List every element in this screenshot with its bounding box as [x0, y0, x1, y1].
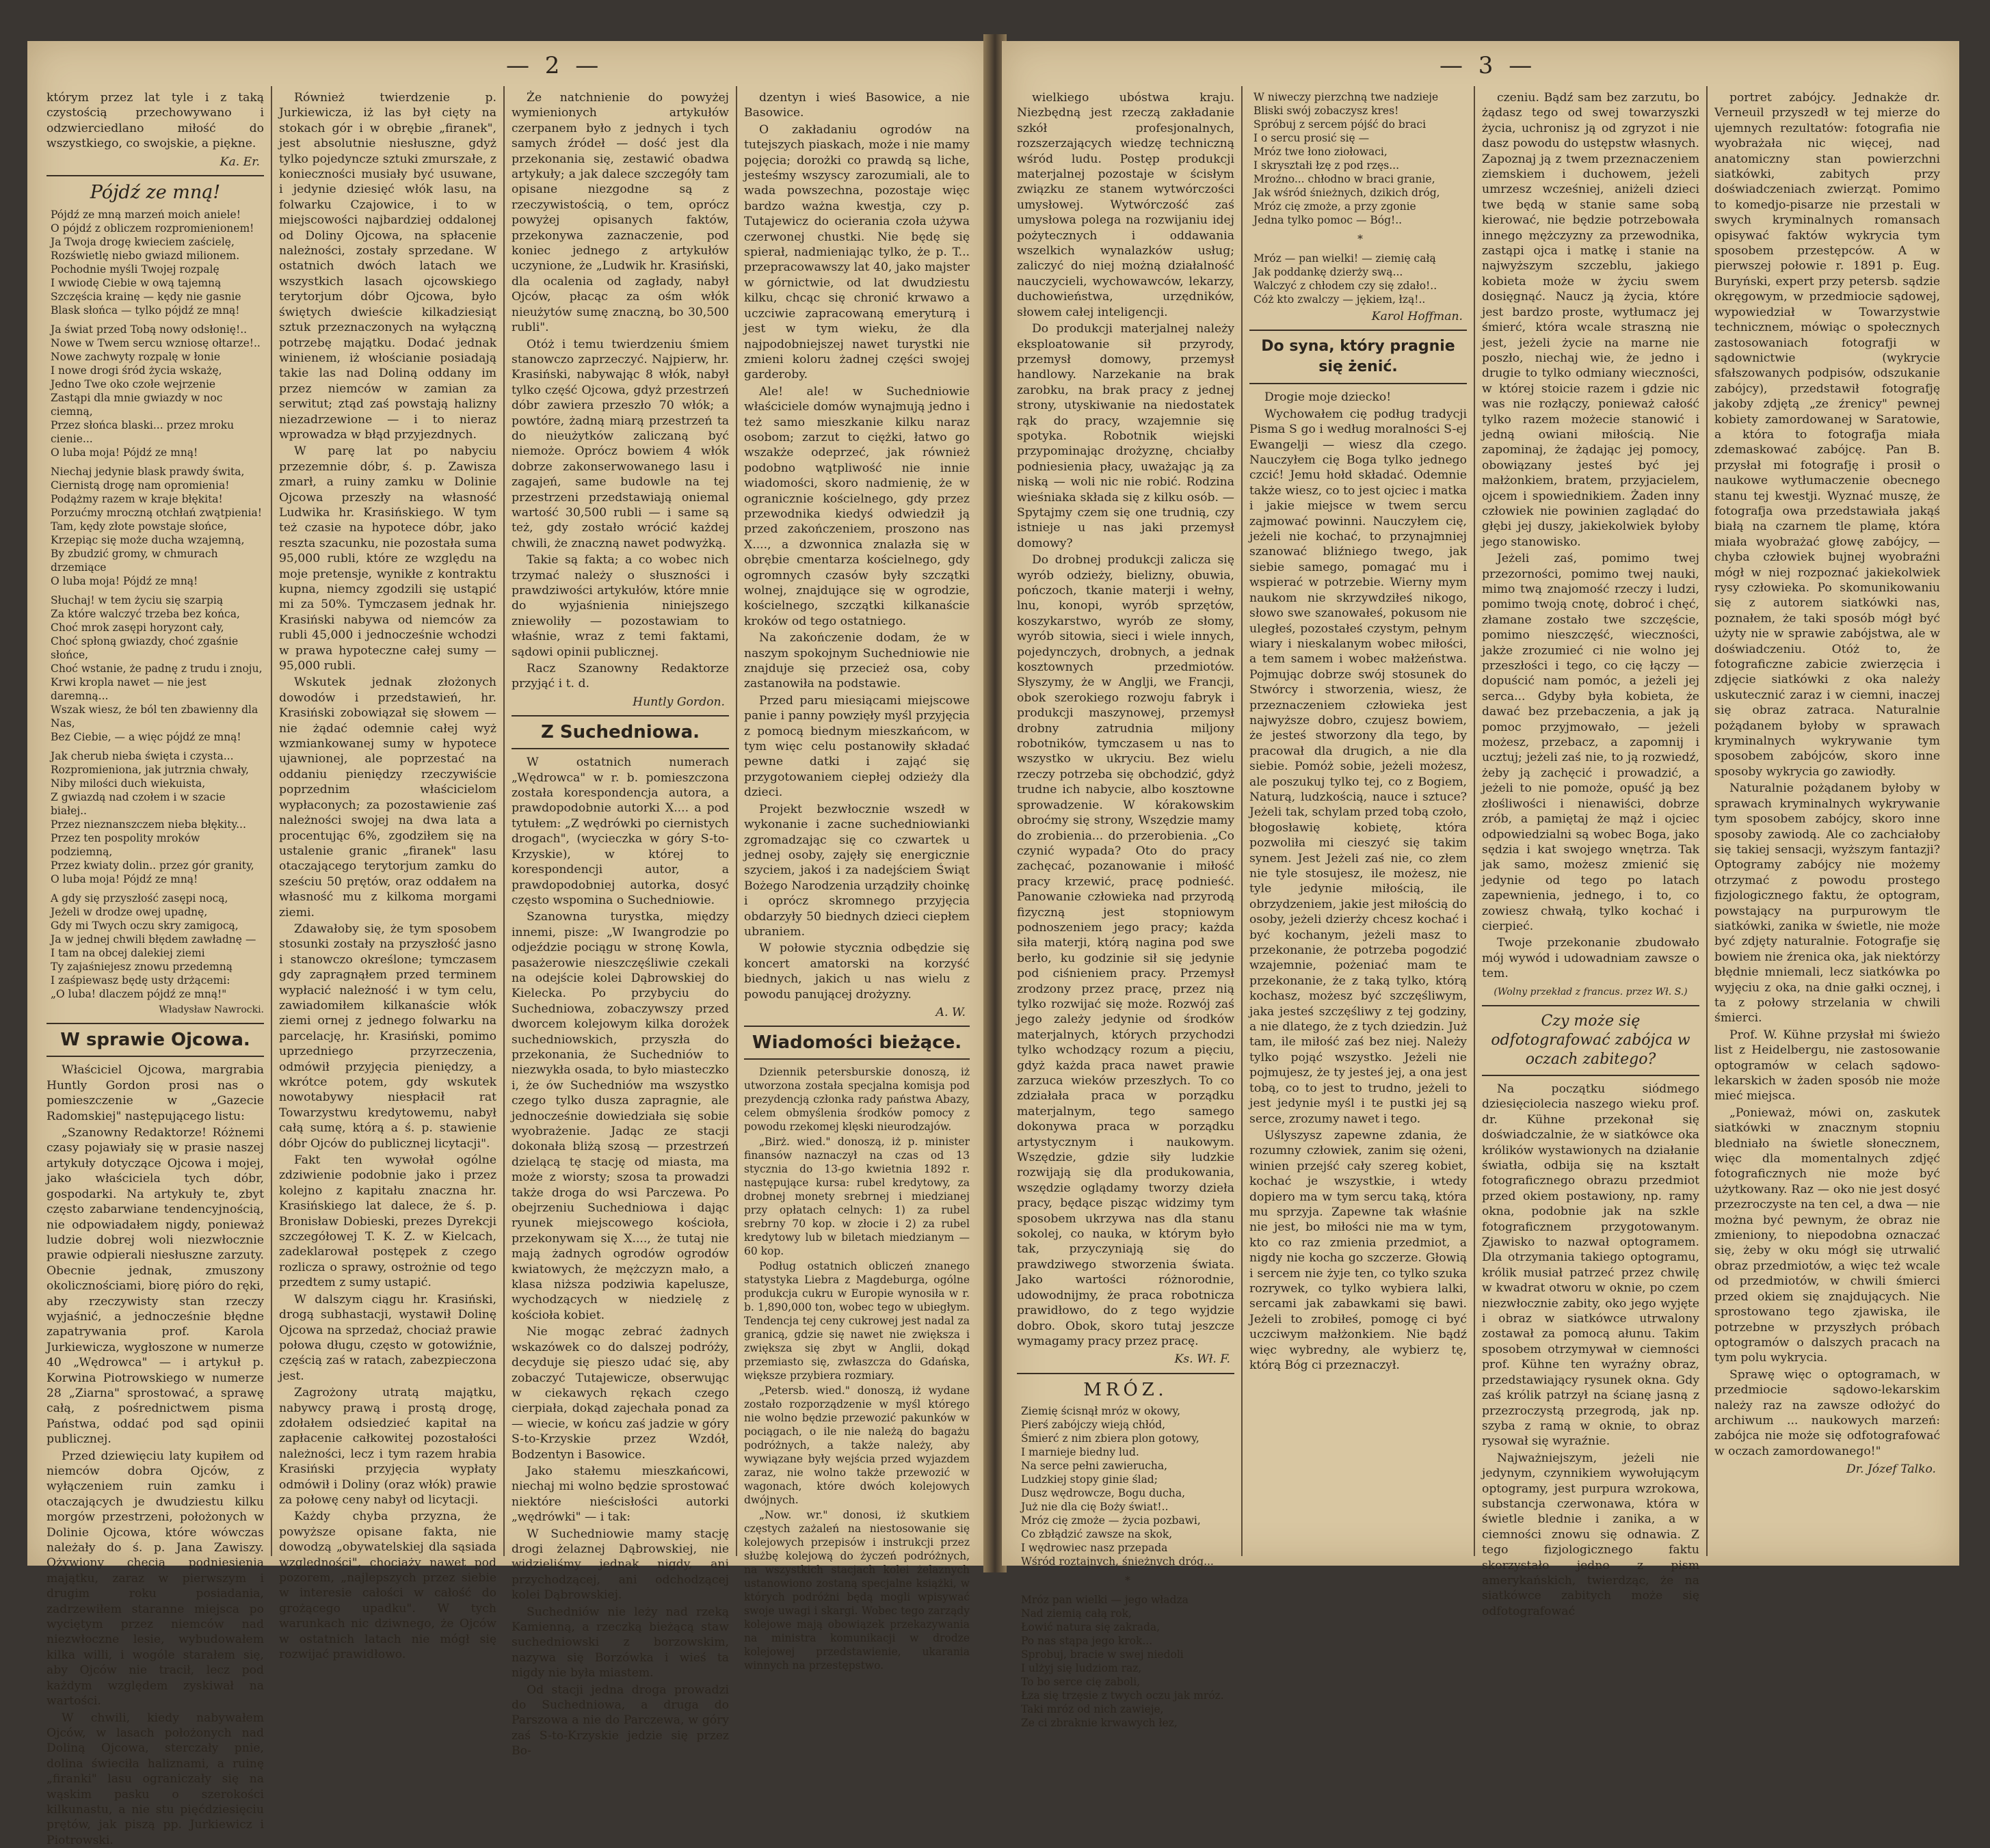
poem-line: I wwiodę Ciebie w ową tajemną [51, 276, 264, 290]
poem-line [1021, 1588, 1234, 1593]
paragraph: Otóż i temu twierdzeniu śmiem stanowczo zaprzeczyć. Najpierw, hr. Krasiński, nabywając 8 włók, nabył tylko część Ojcowa, gdyż przestrzeń dóbr zawiera przeszło 70 włók; a powtóre, żadną miarą przestrzeń ta do nieużytków zaliczaną być niemoże. Oprócz bowiem 4 włók dobrze zakonserwowanego lasu i zagajeń, same budowle na tej przestrzeni przedstawiają oniemal wartość 30,500 rubli — i same są też, gdy zostało wrócić każdej chwili, że znaczną nawet podwyżką. [512, 337, 729, 552]
paragraph: Zdawałoby się, że tym sposobem stosunki zostały na przyszłość jasno i stanowczo określone; tymczasem gdy zapragnąłem przed terminem wypłacić należność i w tym celu, zawiadomiłem kilkanaście włók ziemi ornej z jednego folwarku na parcelację, hr. Krasiński, pomimo uprzedniego przyrzeczenia, odmówił przyjęcia pieniędzy, a wkrótce potem, gdy wskutek nowotabywy niespłacił rat Towarzystwu kredytowemu, nabył całą sumę, którą a ś. p. stawienie dóbr Ojców do publicznej licytacji". [279, 922, 496, 1151]
left-page [27, 41, 988, 1566]
divider [512, 748, 729, 749]
right-column-2 [1249, 90, 1467, 1560]
paragraph: O zakładaniu ogrodów na tutejszych piaskach, może i nie mamy pojęcia; dorożki co prawdą są liche, jesteśmy wszyscy zarozumiali, ale to wada powszechna, pozostaje więc bardzo ważna kwestja, czy p. Tutajewicz do ocierania czoła używa czerwonej chustki. Nie będę się spierał, nadmieniając tylko, że p. T... przepracowawszy lat 40, jako majster w górnictwie, od lat dwudziestu kilku, chcąc się chronić krwawo a uczciwie zapracowaną emeryturą i jest w tym wieku, że dla najpodobniejszej nawet turystki nie zmieni koloru żadnej części swojej garderoby. [744, 122, 970, 383]
paragraph: Racz Szanowny Redaktorze przyjąć i t. d. [512, 661, 729, 692]
poem-line: Jedna tylko pomoc — Bóg!.. [1253, 213, 1467, 227]
paragraph: Uślyszysz zapewne zdania, że rozumny człowiek, zanim się ożeni, winien przejść cały szereg kobiet, kochać je wszystkie, i wtedy dopiero ma w tym sercu taką, która mu sprzyja. Zapewne tak właśnie nie jest, bo miłości nie ma w tym, kto co raz zmienia przedmiot, a nigdy nie kocha go szczerze. Głowią i sercem nie żyje ten, co tylko szuka rozrywek, co tylko wybiera lalki, sercami jak zabawkami się bawi. Jeżeli to zrobiłeś, pomogę ci być uczciwym małżonkiem. Nie bądź więc wybredny, ale wybierz tę, którą Bóg ci przeznaczył. [1249, 1128, 1467, 1374]
letter-signature: Huntly Gordon. [512, 695, 725, 710]
paragraph: Takie są fakta; a co wobec nich trzymać należy o słuszności i prawdziwości artykułów, które mnie do wyjaśnienia niniejszego zniewoliły — pozostawiam to właśnie, wraz z temi faktami, sądowi opinii publicznej. [512, 552, 729, 660]
letter-to-son-continued [1482, 90, 1699, 982]
column-rule [503, 86, 505, 1556]
paragraph: Szanowna turystka, między innemi, pisze: „W Iwangrodzie po odjeździe pociągu w stronę Kowla, pasażerowie nieszczęśliwie czekali na odejście kolei Dąbrowskiej do Kielecka. Po przybyciu do Suchedniowa, zobaczywszy przed dworcem kolejowym kilka dorożek suchedniowskich, przyszła do przekonania, że Suchedniów to niezwykła osada, to było miasteczko i, że ów Suchedniów ma wszystko czego tylko dusza zapragnie, ale jednocześnie dowiedziała się sobie wyobrażenie. Jadąc ze stacji dokonała bliżą szosą — przestrzeń dzielącą tę stację od miasta, ma może z wiorsty; szosa ta prowadzi także droga do wsi Parczewa. Po obejrzeniu Suchedniowa i dając ryunek miejscowego kościoła, przekonywam się X...., że tutaj nie mają żadnych ogrodów ogrodów kwiatowych, że mężczyzn mało, a klasa niższa podziwia kapelusze, wychodzących w niedzielę z kościoła kobiet. [512, 909, 729, 1323]
paragraph: Że natchnienie do powyżej wymienionych artykułów czerpanem było z jednych i tych samych źródeł — dość jest dla przekonania się, zestawić obadwa artykuły; a jak dalece szczegóły tam opisane niezgodne są z rzeczywistością, o tem, oprócz powyżej opisanych faktów, przekonywa zaznaczenie, pod koniec jednego z artykułów uczynione, że „Ludwik hr. Krasiński, dla ocalenia od zagłady, nabył Ojców, płacąc za ośm włók nieużytów sumę znaczną, bo 30,500 rubli". [512, 90, 729, 336]
poem-line: I marnieje biedny lud. [1021, 1445, 1234, 1459]
right-column-4 [1714, 90, 1940, 1560]
paragraph: W chwili, kiedy nabywałem Ojców, w lasach położonych nad Doliną Ojcowa, sterczały pnie, dolina świeciła haliznami, a ruinę „firanki" lasu ograniczały się na wąskim pasku o szerokości kilkunastu, a nie stu pięćdziesięciu prętów, jak piszą pp. Jurkiewicz i Piotrowski. [47, 1711, 264, 1848]
paragraph: Wychowałem cię podług tradycji Pisma S go i według moralności S-ej Ewangelji — wiesz dla czego. Nauczyłem cię Boga tylko jednego czcić! Jemu hołd składać. Odemnie także wiesz, co to jest ojciec i matka i jakie miejsce w twem sercu zajmować powinni. Nauczyłem cię, jeżeli nie kochać, to przynajmniej szanować bliźniego twego, jak siebie samego, pomagać mu i wspierać w potrzebie. Wierny mym naukom nie skrzywdziłeś nikogo, słowo swe szanowałeś, pokusom nie uległeś, pozostałeś czystym, pełnym wiary i nieskalanym wobec miłości, a tem samem i wobec małżeństwa. Pojmując dobrze swój stosunek do Stwórcy i stworzenia, wiesz, że przeznaczeniem człowieka jest najwyższe dobro, czujesz bowiem, że jesteś stworzony dla tego, by pracował dla drugich, a nie dla siebie. Pomóż sobie, jeżeli możesz, ale poszukuj tylko tej, co z Bogiem, Naturą, ludzkością, nauce i sztuce? Jeżeli tak, schylam przed tobą czoło, błogosławię kobietę, która pozwoliła mi cieszyć się takim synem. Jest Jeżeli zaś nie, co złem nie tyle stosujesz, ile możesz, nie tyle jedynie miłością, ile obrzydzeniem, jakie jest miłością do osoby, jeżeli dzierży chcesz kochać i być kochanym, jeżeli masz to przekonanie, że potrzeba pogodzić wzajemnie, pożeniać mam te przekonanie, że z taką tylko, którą kochasz, możesz być szczęśliwym, jaka jesteś szczęśliwy z tej godziny, a nie dlatego, że z tych dziedzin. Już tam, ile miłość zaś bez niej. Należy tylko pojąć wszystko. Jeżeli nie pojmujesz, że ty jesteś jej, a ona jest tobą, co to jest to trudno, jeżeli to jest jedynie myśl i te pustki jej są serce, zrozumy nawet i tego. [1249, 407, 1467, 1127]
poem-line: Rozświetlę niebo gwiazd milionem. [51, 249, 264, 263]
poem-line: Porzućmy mroczną otchłań zwątpienia! [51, 506, 264, 520]
poem-line: * [1253, 232, 1467, 246]
paragraph: W parę lat po nabyciu przezemnie dóbr, ś. p. Zawisza zmarł, a ruiny zamku w Dolinie Ojcowa przeszły na własność Ludwika hr. Krasińskiego. W tym też czasie na hypotece dóbr, jako reszta szacunku, nie pozostała suma 95,000 rubli, które ze względu na moje pretensje, wynikłe z kontraktu kupna, niemcy zgodzili się ustąpić mi za 50%. Tymczasem jednak hr. Krasiński nabywa od niemców za rubli 45,000 i jednocześnie wchodzi w prawa hypoteczne całej sumy — 95,000 rubli. [279, 444, 496, 673]
poem-title: Pójdź ze mną! [47, 182, 264, 204]
poem-line: Pochodnie myśli Twojej rozpalę [51, 263, 264, 276]
divider [1482, 1005, 1699, 1006]
poem-line: Ziemię ścisnął mróz w okowy, [1021, 1404, 1234, 1418]
poem-line: Ja świat przed Tobą nowy odsłonię!.. [51, 323, 264, 336]
divider [744, 1058, 970, 1060]
poem-line: Podążmy razem w kraje błękita! [51, 492, 264, 506]
paragraph: Naturalnie pożądanem byłoby w sprawach kryminalnych wykrywanie tym sposobem zabójcy, skoro inne sposoby zawiodą. Ale co zachciałoby się takiej sensacji, wyższym fantazji? Optogramy zabójcy nie możemy otrzymać z powodu prostego fizjologicznego faktu, że optogram, powstający na purpurowym tle siatkówki, zanika w świetle, nie może być zdjęty naturalnie. Fotografje się bowiem nie źrenica oka, jak niektórzy błędnie mniemali, lecz siatkówka po wyjęciu z oka, na dnie gałki ocznej, i ta z połowy strzelania w chwili śmierci. [1714, 781, 1940, 1026]
poem-line: Choć mrok zasępi horyzont cały, [51, 621, 264, 634]
poem-line: Śmierć z nim zbiera plon gotowy, [1021, 1432, 1234, 1445]
poem-line: Wszak wiesz, że ból ten zbawienny dla Nas, [51, 703, 264, 730]
poem-line: Ja w jednej chwili błędem zawładnę — [51, 933, 264, 946]
poem-line: A gdy się przyszłość zasępi nocą, [51, 892, 264, 905]
poem-line: Jak wśród śnieżnych, dzikich dróg, [1253, 186, 1467, 200]
divider [1249, 330, 1467, 331]
ojcow-letter-end [512, 90, 729, 692]
section-heading-optogram: Czy może się odfotografować zabójca w oczach zabitego? [1482, 1012, 1699, 1069]
paragraph: Podług ostatnich obliczeń znanego statystyka Liebra z Magdeburga, ogólne produkcja cukru w Europie wynosiła w r. b. 1,890,000 ton, wobec tego w ubiegłym. Tendencja tej ceny cukrowej jest nadal za granicą, gdzie się nawet nie zwiększa i zwiększa się zbyt w Anglii, dokąd przemiasto się, zwłaszcza do Gdańska, większe przybiera rozmiary. [744, 1259, 970, 1382]
divider [47, 1056, 264, 1057]
poem-line: Nowe w Twem sercu wzniosę ołtarze!.. [51, 336, 264, 350]
poem-line: Jak poddankę dzierży swą... [1253, 265, 1467, 279]
paragraph: Na początku siódmego dziesięciolecia naszego wieku prof. dr. Kühne przekonał się doświadczalnie, że w siatkówce oka królików wystawionych na działanie światła, odbija się na kształt fotograficznego obrazu przedmiot przed okiem postawiony, np. ramy okna, podobnie jak na szkle fotograficznem przygotowanym. Zjawisko to nazwał optogramem. Dla otrzymania takiego optogramu, królik musiał patrzeć przez chwilę w kwadrat otworu w oknie, po czem niezwłocznie zabity, oko jego wyjęte i obraz w siatkówce utrwalony zostawał za pomocą ałunu. Takim sposobem otrzymywał w ciemności prof. Kühne ten wyraźny obraz, przedstawiający rysunek okna. Gdy zaś królik patrzył na ścianę jasną z przezroczystą przegrodą, jak np. szyba z ramą w oknie, to obraz rysował się wyraźnie. [1482, 1082, 1699, 1449]
poem-line: Blask słońca — tylko pójdź ze mną! [51, 304, 264, 317]
poem-line: Po nas stąpa jego krok... [1021, 1634, 1234, 1648]
paragraph: Sprawę więc o optogramach, w przedmiocie sądowo-lekarskim należy raz na zawsze odłożyć do archiwum ... naukowych marzeń: zabójca nie może się odfotografować w oczach zamordowanego!" [1714, 1367, 1940, 1459]
poem-line: Ja Twoja drogę kwieciem zaścielę, [51, 235, 264, 249]
poem-line: Co zbłądzić zawsze na skok, [1021, 1527, 1234, 1541]
divider [512, 715, 729, 717]
poem-line: Pierś zabójczy wieją chłód, [1021, 1418, 1234, 1432]
translation-credit: (Wolny przekład z francus. przez Wł. S.) [1482, 985, 1699, 1000]
poem-signature-hoffman: Karol Hoffman. [1249, 309, 1463, 324]
poem-line: Sprobuj, bracie w swej niedoli [1021, 1648, 1234, 1661]
paragraph: W Suchedniowie mamy stację drogi żelaznej Dąbrowskiej, nie widzieliśmy jednak nigdy, ani przychodzącej, ani odchodzącej kolei Dąbrowskiej. [512, 1527, 729, 1603]
left-column-2 [279, 90, 496, 1560]
divider [1482, 1075, 1699, 1076]
poem-line: O luba moja! Pójdź ze mną! [51, 574, 264, 588]
poem-line: I o sercu prosić się — [1253, 131, 1467, 145]
optogram-signature: Dr. Józef Talko. [1714, 1462, 1936, 1477]
intro-signature: Ka. Er. [47, 155, 260, 170]
poem-line: Już nie dla cię Boży świat!.. [1021, 1500, 1234, 1514]
poem-signature: Władysław Nawrocki. [47, 1002, 264, 1017]
poem-line: Rozpromieniona, jak jutrznia chwały, [51, 763, 264, 777]
poem-line: Za które walczyć trzeba bez końca, [51, 607, 264, 621]
intro-text: którym przez lat tyle i z taką czystością przechowywano i odzwierciedlano miłość do wszystkiego, co swojskie, a piękne. [47, 90, 264, 152]
poem-line: Niby milości duch wiekuista, [51, 777, 264, 790]
poem-line: I ulżyj się ludziom raz, [1021, 1661, 1234, 1675]
article-signature: A. W. [744, 1005, 966, 1020]
paragraph: Twoje przekonanie zbudowało mój wywód i udowadniam zawsze o tem. [1482, 935, 1699, 981]
poem-line: Bez Ciebie, — a więc pójdź ze mną! [51, 730, 264, 744]
ojcow-article [47, 1062, 264, 1848]
poem-line: Mroźno... chłodno w braci granie, [1253, 172, 1467, 186]
letter-to-son [1249, 390, 1467, 1373]
poem-line: Niechaj jedynie blask prawdy świta, [51, 465, 264, 479]
paragraph: Właściciel Ojcowa, margrabia Huntly Gordon prosi nas o pomieszczenie w „Gazecie Radomskiej" następującego listu: [47, 1062, 264, 1124]
paragraph: Każdy chyba przyzna, że powyższe opisane fakta, nie dowodzą „obywatelskiej dla sąsiada względności", chociaży nawet pod pozorem, „najlepszych przez siebie w interesie całości w całość do grożącego upadku". W tych warunkach nic dziwnego, że Ojców w ostatnich latach nie mógł się rozwijać prawidłowo. [279, 1509, 496, 1662]
poem-title-mroz: MRÓZ. [1017, 1380, 1234, 1400]
paragraph: Ale! ale! w Suchedniowie właściciele domów wynajmują jedno i też samo mieszkanie kilku naraz osobom; zarzut to ciężki, łatwo go wszakże odeprzeć, jak również podobno wątpliwość nie innie wiadomości, skoro nadmienię, że w ogranicznie kościelnego, gdy przez przewodnika kiedyś odwiedził ją przed zakończeniem, proszono nas X...., a dzwonnica znalazła się w obrębie cmentarza kościelnego, gdy ogromnych czasów były szczątki wolnej, znajdujące się w ogrodzie, kościelnego, szczątki kilkanaście kroków od tego ostatniego. [744, 384, 970, 630]
paragraph: Wskutek jednak złożonych dowodów i przedstawień, hr. Krasiński zobowiązał się słowem — nie żądać odemnie całej wyż wzmiankowanej sumy w hypotece ujawnionej, ale poprzestać na oddaniu pieniędzy rzeczywiście poprzednim właścicielom wypłaconych; za pozostawienie zaś należności swojej na dwa lata a procentując 6%, zgodziłem się na ustalenie granic „firanek" lasu otaczającego terytorjum zamku do sześciu 50 prętów, oraz oddałem na własność mu z kilkoma morgami ziemi. [279, 675, 496, 920]
paragraph: Jako stałemu mieszkańcowi, niechaj mi wolno będzie sprostować niektóre nieścisłości autorki „wędrówki" — i tak: [512, 1464, 729, 1525]
poem-line [1253, 246, 1467, 252]
poem-line: Wśród roztajnych, śnieżnych dróg... [1021, 1555, 1234, 1568]
column-rule [1474, 86, 1475, 1556]
optogram-article-continued [1714, 90, 1940, 1459]
divider [1017, 1373, 1234, 1374]
paragraph: Suchedniów nie leży nad rzeką Kamienną, a rzeczką bieżącą staw suchedniowski z borzowskim, nazywa się Borzówka i wieś ta nigdy nie była miastem. [512, 1605, 729, 1681]
poem-line: Przez ten pospolity mroków podziemną, [51, 831, 264, 859]
divider [744, 1026, 970, 1027]
paragraph: Na zakończenie dodam, że w naszym spokojnym Suchedniowie nie znajduje się przecież osa, coby zastanowiła na podstawie. [744, 630, 970, 692]
section-heading-ojcow: W sprawie Ojcowa. [47, 1030, 264, 1050]
poem-line: Bliski swój zobaczysz kres! [1253, 104, 1467, 118]
poem-line: Tam, kędy złote powstaje słońce, [51, 520, 264, 533]
poem-line: Cóż kto zwalczy — jękiem, łzą!.. [1253, 293, 1467, 306]
paragraph: Nie mogąc zebrać żadnych wskazówek co do dalszej podróży, decyduje się pieszo udać się, aby zobaczyć Tutajewicze, obserwując w ciekawych rękach czego cierpiała, dokąd zajechała ponad za — wiecie, w końcu zaś jadzie w góry S-to-Krzyskie przez Wzdół, Bodzentyn i Basowice. [512, 1324, 729, 1462]
paragraph: W ostatnich numerach „Wędrowca" w r. b. pomieszczona została korespondencja autora, a prawdopodobnie autorki X.... a pod tytułem: „Z wędrówki po ciernistych drogach", (wycieczka w góry S-to-Krzyskie), w której to korespondencji autor, a prawdopodobniej autorka, dosyć często wspomina o Suchedniowie. [512, 755, 729, 908]
poem-line: I wędrowiec nasz przepada [1021, 1541, 1234, 1555]
poem-line: Na serce pełni zawierucha, [1021, 1459, 1234, 1473]
paragraph: wielkiego ubóstwa kraju. Niezbędną jest rzeczą zakładanie szkół profesjonalnych, rozszerzających wiedzę techniczną wśród ludu. Postęp produkcji materjalnej pozostaje w ścisłym związku ze stanem wytwórczości umysłowej. Wytwórczość zaś umysłowa polega na rozwijaniu idej pożytecznych i oddawania wszelkich wynalazków usług; zaliczyć do niej możną działalność nauczycieli, wychowawców, lekarzy, duchowieństwa, urzędników, słowem całej inteligencji. [1017, 90, 1234, 320]
news-items [744, 1065, 970, 1672]
poem-line: Zastąpi dla mnie gwiazdy w noc ciemną, [51, 391, 264, 418]
paragraph: „Petersb. wied." donoszą, iż wydane zostało rozporządzenie w myśl którego nie wolno będzie przewozić pakunków w pociągach, o ile nie należą do bagażu podróżnych, a także należy, aby wywiązane były wejścia przed wyjazdem zaraz, nie wolno także przewozić w wagonach, które dwóch kolejowych dwójnych. [744, 1384, 970, 1507]
poem-line: Gdy mi Twych oczu skry zamigocą, [51, 919, 264, 933]
paragraph: Do drobnej produkcji zalicza się wyrób odzieży, bielizny, obuwia, pończoch, tkanie materji i wełny, lnu, konopi, wyrób sprzętów, koszykarstwo, wyrób ze słomy, wyrób sitowia, sieci i wiele innych, pojedynczych, drobnych, a jednak kosztownych przedmiotów. Słyszymy, że w Anglji, we Francji, obok szerokiego rozwoju fabryk i produkcji maszynowej, przemysł drobny zatrudnia miljony robotników, tymczasem u nas to wszystko w ukryciu. Bez wielu rzeczy potrzeba się obchodzić, gdyż trudne ich nabycie, albo kosztowne sprowadzenie. W kórakowskim obroćmy się strony, Wszędzie mamy do zrobienia... do przerobienia. „Co czynić wypada? Oto do pracy zachęcać, pozanowanie i miłość pracy krzewić, pracę podnieść. Panowanie człowieka nad przyrodą fizyczną jest stopniowym podnoszeniem jego pracy; każda siła materji, którą nagina pod swe berło, ku godzinie sił się jedynie pod ciśnieniem pracy. Przemysł zrodzony przez pracę, przez nią tylko rozwijać się może. Rozwój zaś jego zależy jedynie od środków materjalnych, których przychodzi tylko wchodzący rozum a pięciu, gdyż każda praca nawet prawie zarzuca wieków przeszłych. To co zdziałała praca w porządku materjalnym, tego samego dokonywa praca w porządku artystycznym i naukowym. Wszędzie, gdzie siły ludzkie rozwijają się dla produkowania, wszędzie oglądamy tworzy dzieła pracy, będące pisząc widzimy tym sposobem ukrzywa nas dla stanu sokolej, co nauka, w którym było tak, przyczyniają się do prawdziwego stworzenia świata. Jako wartości różnorodnie, udowodnijmy, że praca robotnicza prawidłowo, do z tego wyjdzie dobro. Obok, skoro tutaj jeszcze wymagamy pracy przez pracę. [1017, 552, 1234, 1349]
poem-line: Słuchaj! w tem życiu się szarpią [51, 593, 264, 607]
poem-line [51, 459, 264, 465]
labour-article [1017, 90, 1234, 1349]
poem-line: W niweczy pierzchną twe nadzieje [1253, 90, 1467, 104]
paragraph: Najważniejszym, jeżeli nie jedynym, czynnikiem wywołującym optogramy, jest purpura wzrokowa, substancja czerwonawa, która w świetle blednie i zanika, a w ciemności znowu się odnawia. Z tego fizjologicznego faktu skorzystało jedno z pism amerykańskich, twierdząc, że na siatkówce zabitych może się odfotografować [1482, 1451, 1699, 1619]
poem-line [51, 588, 264, 593]
divider [47, 1023, 264, 1024]
paragraph: „Now. wr." donosi, iż skutkiem częstych zażaleń na niestosowanie się kolejowych przepisów i instrukcji przez służbę kolejową do życzeń podróżnych, na wszystkich stacjach kolei żelaznych ustanowiono zostaną specjalne książki, w których podróżni będą mogli wpisywać swoje uwagi i skargi. Wobec tego zarządy kolejowe mają obowiązek przekazywania na ministra komunikacji w drodze kolejowej przedstawienie, ukarania winnych na przestępstwo. [744, 1508, 970, 1672]
paragraph: W dalszym ciągu hr. Krasiński, drogą subhastacji, wystawił Dolinę Ojcowa na sprzedaż, chociaż prawie połowa długu, często w gotowiźnie, częścią zaś w ratach, zabezpieczona jest. [279, 1292, 496, 1384]
suchedniow-article-continued [744, 90, 970, 1002]
paragraph: portret zabójcy. Jednakże dr. Verneuil przyszedł w tej mierze do ujemnych rezultatów: fotografia nie wyobrażała nic więcej, nad anatomiczny stan powierzchni siatkówki, zabitych przy doświadczeniach zwierząt. Pomimo to komedjo-pisarze nie przestali w swych kryminalnych romansach opisywać faktów wykrycia tym sposobem przestępców. A w pierwszej połowie r. 1891 p. Eug. Buryński, expert przy petersb. sądzie okręgowym, w przedmiocie sądowej, wypowiedział w Towarzystwie technicznem, mówiąc o społecznych zastosowaniach fotografji w sądownictwie (wykrycie sfałszowanych podpisów, odszukanie zabójcy), przedstawił fotografję jakoby zdjętą „ze źrenicy" pewnej kobiety zamordowanej w Saratowie, a która to fotografja miała zdemaskować zabójcę. Pan B. przysłał mi fotografję i prosił o naukowe wytłumaczenie obecnego stanu tej kwestji. Wyznać muszę, że fotografja owa przedstawiała jakąś białą na czarnem tle plamę, która miała wyobrażać głowę zabójcy, — chyba człowiek bujnej wyobraźni mógł w niej rozpoznać jakiekolwiek rysy człowieka. Po skomunikowaniu się z autorem siatkówki nas, poznałem, że taki sposób mógł być użyty nie w sprawie zabójstwa, ale w doświadczeniu. Otóż to, że fotograficzne zabicie zwierzęcia i zdjęcie siatkówki z oka należy uskutecznić zaraz i w ciemni, inaczej się obraz zatraca. Naturalnie pożądanem byłoby w sprawach kryminalnych wykrywanie tym sposobem zabójców, skoro inne sposoby wykrycia go zawiodły. [1714, 90, 1940, 779]
poem-line: Spróbuj z sercem pójść do braci [1253, 118, 1467, 131]
left-column-4 [744, 90, 970, 1560]
section-heading-news: Wiadomości bieżące. [744, 1032, 970, 1053]
section-heading-suchedniow: Z Suchedniowa. [512, 722, 729, 742]
poem-line: Nad ziemią całą rok, [1021, 1607, 1234, 1620]
suchedniow-article [512, 755, 729, 1758]
poem-line: Mróz cię zmoże — życia pozbawi, [1021, 1514, 1234, 1527]
poem-line: Nowe zachwyty rozpalę w łonie [51, 350, 264, 364]
paragraph: „Birż. wied." donoszą, iż p. minister finansów naznaczył na czas od 13 stycznia do 13-go kwietnia 1892 r. następujące kursa: rubel kredytowy, za drobnej monety srebrnej i miedzianej przy opłatach celnych: 1) za rubel srebrny 70 kop. w złocie i 2) za rubel kredytowy lub w biletach miedzianym — 60 kop. [744, 1135, 970, 1258]
poem-line [1253, 227, 1467, 232]
poem-line: Ciernistą drogę nam opromienia! [51, 479, 264, 492]
poem-line: O luba moja! Pójdź ze mną! [51, 446, 264, 459]
right-column-1 [1017, 90, 1234, 1560]
paragraph: „Ponieważ, mówi on, zaskutek siatkówki w znacznym stopniu bledniało na świetle słonecznem, więc dla momentalnych zdjęć fotograficznych nie może być użytkowany. Raz — oko nie jest dosyć przezroczyste na ten cel, a dwa — nie można być pewnym, że obraz nie zmieniony, to niepodobna oznaczać się, żeby w oku mógł się utrwalić obraz przedmiotów, a więc też wcale od przedmiotów, w chwili śmierci przed okiem się znajdujących. Nie sprostowano tego zjawiska, ile potrzebne w przyszłych próbach optogramów o dalszych pracach na tym polu wykrycia. [1714, 1106, 1940, 1366]
right-page [1002, 41, 1959, 1566]
divider [47, 175, 264, 176]
column-rule [1706, 86, 1708, 1556]
paragraph: Przed paru miesiącami miejscowe panie i panny powzięły myśl przyjęcia z pomocą biednym mieszkańcom, w tym więc celu postanowiły składać pewne datki i zająć się przygotowaniem ciepłej odzieży dla dzieci. [744, 693, 970, 801]
left-column-3 [512, 90, 729, 1560]
column-rule [271, 86, 272, 1556]
paragraph: Dziennik petersburskie donoszą, iż utworzona została specjalna komisja pod prezydencją członka rady państwa Abazy, celem obmyślenia środków pomocy z powodu rzekomej klęski nieurodzajów. [744, 1065, 970, 1134]
page-number-right: — 3 — [1440, 52, 1536, 79]
poem-line [51, 317, 264, 323]
paragraph: Przed dziewięciu laty kupiłem od niemców dobra Ojców, z wyłączeniem ruin zamku i otaczających je dwudziestu kilku morgów przestrzeni, położonych w Dolinie Ojcowa, które wówczas należały do ś. p. Jana Zawiszy. Ożywiony chęcią podniesienia majątku, zaraz w pierwszym i drugim roku posiadania, zadrzewiłem staranne miejsca po wyciętym przez niemców nad niezwłoczne lesie, wybudowałem kilka willi, i wogóle starałem się, aby Ojców nie tracił, lecz pod każdym względem zyskiwał na wartości. [47, 1449, 264, 1709]
poem-line: Mróz pan wielki — jego władza [1021, 1593, 1234, 1607]
poem [47, 208, 264, 1001]
left-column-1 [47, 90, 264, 1560]
poem-line: Pójdź ze mną marzeń moich aniele! [51, 208, 264, 222]
poem-line: O luba moja! Pójdź ze mną! [51, 872, 264, 886]
poem-line: O pójdź z obliczem rozpromienionem! [51, 222, 264, 235]
poem-line: Przez słońca blaski... przez mroku cienie... [51, 418, 264, 446]
poem-line: I skryształi łzę z pod rzęs... [1253, 159, 1467, 172]
poem-line [51, 744, 264, 749]
poem-line [51, 886, 264, 892]
paragraph: Również twierdzenie p. Jurkiewicza, iż las był cięty na stokach gór i w obrębie „firanek", jest absolutnie niesłuszne, gdyż tylko pojedyncze sztuki zmurszałe, z konieczności musiały być usuwane, i jedynie dziesięć włók lasu, na folwarku Czajowice, i to w miejscowości najbardziej oddalonej od Doliny Ojcowa, na spłacenie należności, zostały sprzedane. W ostatnich dwóch latach we wszystkich lasach ojcowskiego terytorjum dóbr Ojcowa, było świętych dwieście kilkadziesiąt sztuk przeznaczonych na wyłączną potrzebę majątku. Dodać jednak winienem, iż włościanie posiadają takie las nad Doliną oddany im przez niemców w zamian za serwitut; ztąd zaś powstają halizny niezadrzewione — i to nieraz wprowadza w błąd przyjezdnych. [279, 90, 496, 442]
poem-line: Ty zajaśniejesz znowu przedemną [51, 960, 264, 974]
paragraph: Od stacji jedna droga prowadzi do Suchedniowa, a druga do Parszowa a nie do Parczewa, w góry zaś S-to-Krzyskie jedzie się przez Bo- [512, 1683, 729, 1759]
paragraph: W połowie stycznia odbędzie się koncert amatorski na korzyść biednych, jakich u nas wielu z powodu panującej drożyzny. [744, 941, 970, 1002]
poem-line: Walczyć z chłodem czy się zdało!.. [1253, 279, 1467, 293]
poem-line: I zaśpiewasz będę usty drżącemi: [51, 974, 264, 987]
poem-line: Krwi kropla nawet — nie jest daremną... [51, 675, 264, 703]
ojcow-article-continued [279, 90, 496, 1662]
poem-mroz [1017, 1404, 1234, 1730]
poem-line: Ludzkiej stopy ginie ślad; [1021, 1473, 1234, 1486]
section-heading-letter: Do syna, który pragnie się żenić. [1249, 336, 1467, 377]
divider [1249, 383, 1467, 384]
paragraph: Projekt bezwłocznie wszedł w wykonanie i zacne suchedniowianki zgromadzając się co czwartek u jednej osoby, zajęły się energicznie szyciem, jakoś i za nadejściem Świąt Bożego Narodzenia urządziły choinkę i oprócz skromnego przyjęcia obdarzyły 50 biednych dzieci ciepłem ubraniem. [744, 802, 970, 940]
poem-line: Łowić natura się zakrada, [1021, 1620, 1234, 1634]
page-number-left: — 2 — [506, 52, 602, 79]
paragraph: Do produkcji materjalnej należy eksploatowanie sił przyrody, przemysł domowy, przemysł handlowy. Narzekanie na brak zarobku, na brak pracy z jednej strony, utyskiwanie na niedostatek rąk do pracy, wzajemnie się spotyka. Robotnik wiejski przypominając drożyznę, chciałby podniesienia płacy, uważając ją za niską — woli nic nie robić. Rodzina wieśniaka składa się z kilku osób. — Spytajmy czem się one trudnią, czy istnieje u nas jaki przemysł domowy? [1017, 321, 1234, 551]
poem-line: Przez kwiaty dolin.. przez gór granity, [51, 859, 264, 872]
poem-line: Przez nieznanszczem nieba błękity... [51, 818, 264, 831]
poem-line: „O luba! dlaczem pójdź ze mną!" [51, 987, 264, 1001]
poem-line: I tam na obcej dalekiej ziemi [51, 946, 264, 960]
paragraph: „Szanowny Redaktorze! Różnemi czasy pojawiały się w prasie naszej artykuły dotyczące Ojcowa i mojej, jako właściciela tych dóbr, gospodarki. Na artykuły te, zbyt często zabarwiane tendencyjnością, nie odpowiadałem nigdy, ponieważ ludzie dobrej woli niezwłocznie prawie odpierali niesłuszne zarzuty. Obecnie jednak, zmuszony okolicznościami, biorę pióro do ręki, aby rzeczywisty stan rzeczy wyjaśnić, a jednocześnie błędne zapatrywania prof. Karola Jurkiewicza, wygłoszone w numerze 40 „Wędrowca" — i artykuł p. Korwina Piotrowskiego w numerze 28 „Ziarna" sprostować, a sprawę całą, z pośrednictwem pisma Państwa, oddać pod sąd opinii publicznej. [47, 1125, 264, 1447]
poem-line: Szczęścia krainę — kędy nie gasnie [51, 290, 264, 304]
paragraph: Jeżeli zaś, pomimo twej przezorności, pomimo twej nauki, mimo twą znajomość rzeczy i ludzi, pomimo twoją cnotę, dobroć i chęć, złamane zostało twe szczęście, pomimo nieszczęść, wieczności, jakże zrozumieć ci nie wolno jej przeszłości i tego, co cię łączy — dopuścić nam pomóc, a jeżeli jej serca... Gdyby była kobieta, że dawać bez przebaczenia, a jak ją pomoc przyjmowało, — jeżeli możesz, przebacz, a zapomnij i ucztuj; jeżeli zaś nie, to ją rozwiedź, żeby ją zachęcić i prowadzić, a jeżeli to nie pomoże, opuść ją bez złośliwości i nienawiści, dobrze zrób, a pamiętaj że mąż i ojciec odpowiedzialni są wobec Boga, jako sędzia i kat swojego wnętrza. Tak jak samo, możesz zmienić się jedynie od tego po latach zapewnienia, jednego, i to, co zowiesz chwałą, tylko kochać i cierpieć. [1482, 551, 1699, 934]
poem-line: Mróz — pan wielki! — ziemię całą [1253, 252, 1467, 265]
paragraph: Fakt ten wywołał ogólne zdziwienie podobnie jako i przez kolejno z kapitału znaczna hr. Krasińskiego lat dalece, że ś. p. Bronisław Dobieski, prezes Dyrekcji szczegółowej T. K. Z. w Kielcach, zadeklarował postępek z czego rozlicza o sprawy, ostrożnie od tego przedtem z sumy ustapić. [279, 1153, 496, 1291]
poem-line: Ze ci zbraknie krwawych łez, [1021, 1716, 1234, 1730]
poem-line: Łza się trzęsie z twych oczu jak mróz. [1021, 1689, 1234, 1702]
paragraph: Drogie moje dziecko! [1249, 390, 1467, 405]
poem-line: Mróz twe łono ziołowaci, [1253, 145, 1467, 159]
poem-line: * [1021, 1574, 1234, 1588]
poem-line [1021, 1568, 1234, 1574]
right-column-3 [1482, 90, 1699, 1560]
optogram-article [1482, 1082, 1699, 1619]
poem-line: Jeżeli w drodze owej upadnę, [51, 905, 264, 919]
poem-line: Mróz cię zmoże, a przy zgonie [1253, 200, 1467, 213]
paragraph: Prof. W. Kühne przysłał mi świeżo list z Heidelbergu, nie zastosowanie optogramów w celach sądowo-lekarskich w żaden sposób nie może mieć miejsca. [1714, 1028, 1940, 1104]
poem-line: Krzepiąc się może ducha wzajemną, [51, 533, 264, 547]
paragraph: dzentyn i wieś Basowice, a nie Basowice. [744, 90, 970, 121]
poem-line: Jak cherub nieba święta i czysta... [51, 749, 264, 763]
paragraph: Zagrożony utratą majątku, nabywcy prawą i prostą drogę, zdołałem odsiedzieć kapitał na zapłacenie całkowitej pozostałości należności, lecz i tym razem hrabia Krasiński przyjęcia wypłaty odmówił i Doliny (oraz włók) prawie za połowę ceny nabył od licytacji. [279, 1385, 496, 1508]
poem-line: By zbudzić gromy, w chmurach drzemiące [51, 547, 264, 574]
poem-line: To bo serce cię zaboli, [1021, 1675, 1234, 1689]
poem-line: Z gwiazdą nad czołem i w szacie białej.. [51, 790, 264, 818]
poem-line: Dusz wędrowcze, Bogu ducha, [1021, 1486, 1234, 1500]
poem-line: Taki mróz od nich zawieje, [1021, 1702, 1234, 1716]
poem-mroz-continued [1249, 90, 1467, 306]
column-rule [1241, 86, 1243, 1556]
poem-line: Choć spłoną gwiazdy, choć zgaśnie słońce, [51, 634, 264, 662]
paragraph: czeniu. Bądź sam bez zarzutu, bo żądasz tego od swej towarzyszki życia, uchronisz ją od zgryzot i nie dasz powodu do ustępstw własnych. Zapoznaj ją z twem przeznaczeniem ziemskiem i duchowem, jeżeli umrzesz wcześniej, aniżeli dzieci twe będą w stanie same sobą kierować, nie będzie potrzebowała innego mężczyzny za przewodnika, zastąpi ojca i matkę i stanie na najwyższym szczeblu, jakiego kobieta może w życiu swem dosięgnąć. Naucz ją życia, które jest bardzo proste, wytłumacz jej śmierć, która wcale straszną nie jest, jeżeli życie na marne nie poszło, niechaj wie, że jedno i drugie to tylko odmiany wieczności, w której stoicie razem i gdzie nic was nie rozłączy, ponieważ całość tylko razem możecie stanowić i jedną owiani miłością. Nie zapominaj, że żądając jej pomocy, obowiązany jesteś być jej małżonkiem, bratem, przyjacielem, ojcem i spowiednikiem. Żaden inny człowiek nie powinien zaglądać do głębi jej duszy, jakiekolwiek byłoby jego stanowisko. [1482, 90, 1699, 550]
labour-signature: Ks. Wł. F. [1017, 1352, 1230, 1367]
poem-line: Jedno Twe oko czołe wejrzenie [51, 377, 264, 391]
column-rule [736, 86, 737, 1556]
poem-line: I nowe drogi śród życia wskażę, [51, 364, 264, 377]
poem-line: Choć wstanie, że padnę z trudu i znoju, [51, 662, 264, 675]
